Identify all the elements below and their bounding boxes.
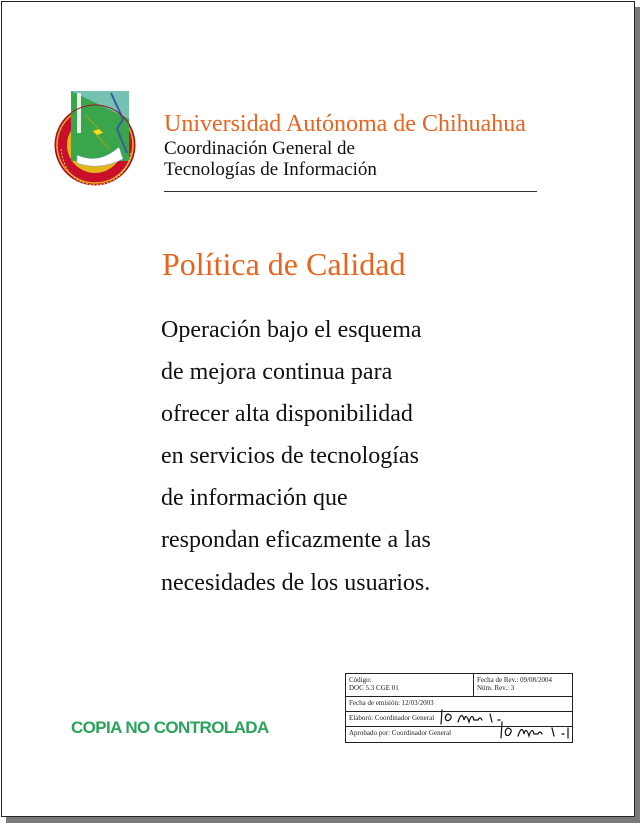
approved-by: Aprobado por: Coordinador General <box>349 729 452 737</box>
document-page <box>1 1 635 817</box>
coordination-line-2: Tecnologías de Información <box>164 159 377 180</box>
codigo-value: DOC 5.3 CGE 01 <box>349 684 399 692</box>
page-title: Política de Calidad <box>162 246 406 282</box>
policy-line: de información que <box>161 485 348 512</box>
policy-line: necesidades de los usuarios. <box>161 569 431 596</box>
issue-date: Fecha de emisión: 12/03/2003 <box>349 699 434 707</box>
policy-line: de mejora continua para <box>161 359 393 386</box>
prepared-by: Elaboró: Coordinador General <box>349 714 435 722</box>
coordination-line-1: Coordinación General de <box>164 138 355 159</box>
policy-statement <box>161 309 501 604</box>
policy-line: respondan eficazmente a las <box>161 527 431 554</box>
university-name: Universidad Autónoma de Chihuahua <box>164 111 526 137</box>
header-divider <box>164 191 537 192</box>
policy-line: Operación bajo el esquema <box>161 317 422 343</box>
institution-header <box>164 110 538 180</box>
policy-line: ofrecer alta disponibilidad <box>161 401 413 428</box>
codigo-label: Código: <box>349 676 372 684</box>
signature-aprobado <box>496 718 576 742</box>
document-control-table <box>345 673 573 743</box>
table-divider <box>346 696 572 697</box>
university-seal-logo <box>53 89 141 201</box>
policy-line: en servicios de tecnologías <box>161 443 419 470</box>
revision-number: Núm. Rev.: 3 <box>477 684 515 692</box>
revision-date: Fecha de Rev.: 09/08/2004 <box>477 676 552 684</box>
table-divider <box>473 674 474 696</box>
uncontrolled-copy-stamp: COPIA NO CONTROLADA <box>71 718 269 737</box>
